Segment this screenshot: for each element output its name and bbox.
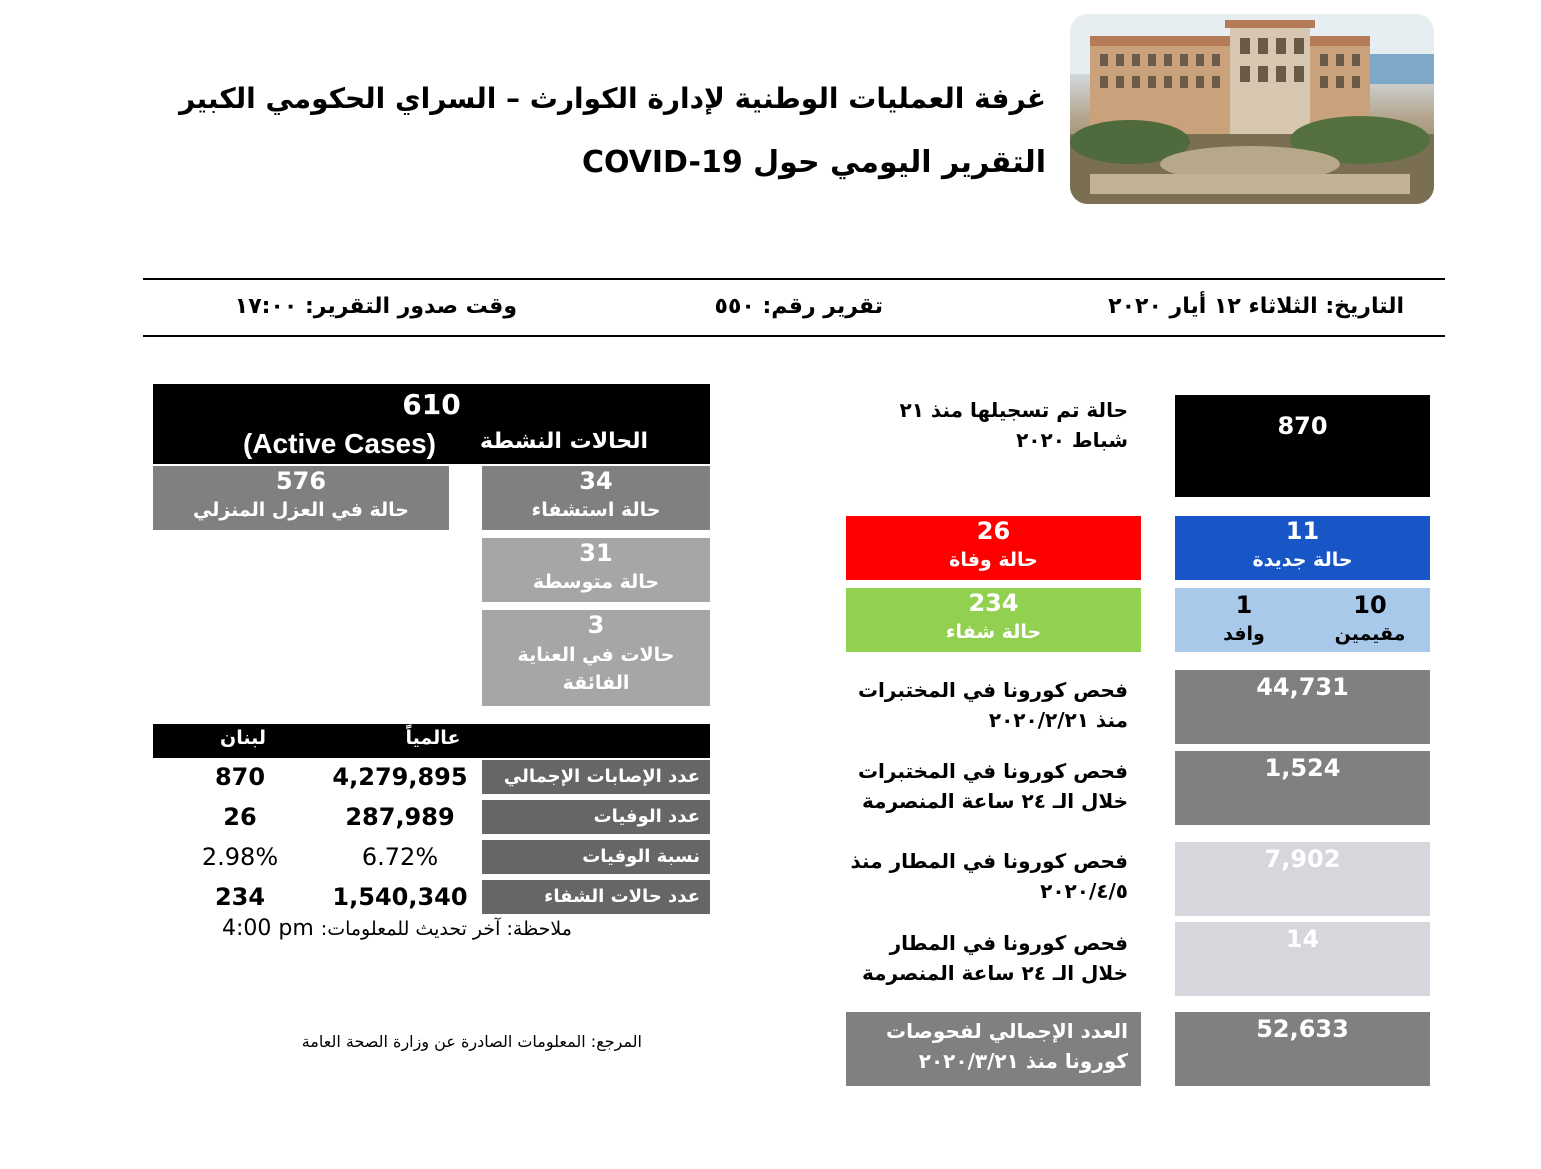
comparison-header <box>153 724 710 758</box>
grand-total-value: 52,633 <box>1256 1015 1349 1043</box>
airport-24h-label-line1: فحص كورونا في المطار <box>889 931 1128 955</box>
recovered-box <box>846 588 1141 652</box>
lab-total-box <box>1175 670 1430 744</box>
report-issue-time: وقت صدور التقرير: ١٧:٠٠ <box>234 294 517 319</box>
active-cases-value: 610 <box>402 388 461 421</box>
header-subtitle: التقرير اليومي حول COVID-19 <box>581 145 1046 180</box>
total-cases-value: 870 <box>1277 412 1328 440</box>
row-label-recovered: عدد حالات الشفاء <box>482 880 710 914</box>
hospitalized-box <box>482 466 710 530</box>
top-rule <box>143 278 1445 280</box>
row-label-total-cases: عدد الإصابات الإجمالي <box>482 760 710 794</box>
icu-label-line2: الفائقة <box>562 672 630 694</box>
row-global-recovered: 1,540,340 <box>332 883 468 911</box>
home-isolation-label: حالة في العزل المنزلي <box>193 499 409 521</box>
update-note-time: 4:00 pm <box>222 916 314 941</box>
active-cases-box <box>153 384 710 464</box>
airport-total-box <box>1175 842 1430 916</box>
home-isolation-box <box>153 466 449 530</box>
lab-total-label-line2: منذ ٢٠٢٠/٢/٢١ <box>988 708 1128 732</box>
arrivals-value: 1 <box>1235 591 1253 619</box>
report-date: التاريخ: الثلاثاء ١٢ أيار ٢٠٢٠ <box>1108 294 1404 319</box>
row-lebanon-deaths: 26 <box>223 803 257 831</box>
lab-24h-box <box>1175 751 1430 825</box>
lab-total-label-line1: فحص كورونا في المختبرات <box>857 678 1128 702</box>
hospitalized-label: حالة استشفاء <box>531 499 661 521</box>
icu-label-line1: حالات في العناية <box>517 644 675 666</box>
total-cases-box <box>1175 395 1430 497</box>
lab-24h-value: 1,524 <box>1264 754 1341 782</box>
airport-24h-label-line2: خلال الـ ٢٤ ساعة المنصرمة <box>861 961 1128 985</box>
moderate-label: حالة متوسطة <box>532 571 660 593</box>
grand-total-label-box <box>846 1012 1141 1086</box>
lab-24h-label-line2: خلال الـ ٢٤ ساعة المنصرمة <box>861 789 1128 813</box>
recovered-value: 234 <box>968 589 1019 617</box>
header-lebanon: لبنان <box>220 727 266 749</box>
airport-24h-box <box>1175 922 1430 996</box>
row-lebanon-total-cases: 870 <box>214 763 266 791</box>
airport-total-label-line2: ٢٠٢٠/٤/٥ <box>1040 879 1128 903</box>
lab-total-value: 44,731 <box>1256 673 1349 701</box>
update-note <box>222 916 572 941</box>
header-title: غرفة العمليات الوطنية لإدارة الكوارث – السراي الحكومي الكبير <box>179 82 1046 115</box>
new-cases-value: 11 <box>1285 517 1320 545</box>
deaths-label: حالة وفاة <box>949 549 1038 571</box>
moderate-box <box>482 538 710 602</box>
grand-total-label-line2: كورونا منذ ٢٠٢٠/٣/٢١ <box>918 1049 1128 1073</box>
new-cases-label: حالة جديدة <box>1252 549 1353 571</box>
row-lebanon-recovered: 234 <box>214 883 266 911</box>
bottom-rule <box>143 335 1445 337</box>
new-cases-box <box>1175 516 1430 580</box>
row-global-deaths: 287,989 <box>345 803 455 831</box>
active-cases-label: الحالات النشطة <box>479 429 648 454</box>
row-label-death-rate: نسبة الوفيات <box>482 840 710 874</box>
airport-total-value: 7,902 <box>1264 845 1341 873</box>
total-label-line2: شباط ٢٠٢٠ <box>1016 428 1128 452</box>
grand-total-box <box>1175 1012 1430 1086</box>
deaths-value: 26 <box>976 517 1011 545</box>
moderate-value: 31 <box>579 539 613 567</box>
header-global: عالمياً <box>405 727 461 749</box>
airport-24h-value: 14 <box>1285 925 1320 953</box>
source-note: المرجع: المعلومات الصادرة عن وزارة الصحة العامة <box>301 1032 642 1051</box>
airport-total-label-line1: فحص كورونا في المطار منذ <box>850 849 1128 873</box>
home-isolation-value: 576 <box>275 467 327 495</box>
arrivals-label: وافد <box>1223 623 1265 645</box>
update-note-prefix: ملاحظة: آخر تحديث للمعلومات: <box>320 918 572 940</box>
report-number: تقرير رقم: ٥٥٠ <box>714 294 883 319</box>
hospitalized-value: 34 <box>579 467 613 495</box>
lab-24h-label-line1: فحص كورونا في المختبرات <box>857 759 1128 783</box>
active-cases-label-en: (Active Cases) <box>243 428 436 459</box>
deaths-box <box>846 516 1141 580</box>
row-global-death-rate: 6.72% <box>361 843 439 871</box>
icu-value: 3 <box>587 611 605 639</box>
total-label-line1: حالة تم تسجيلها منذ ٢١ <box>899 398 1128 422</box>
grand-serail-photo <box>1070 14 1434 204</box>
residents-label: مقيمين <box>1334 623 1406 645</box>
icu-box <box>482 610 710 706</box>
row-global-total-cases: 4,279,895 <box>332 763 468 791</box>
residents-arrivals-box <box>1175 588 1430 652</box>
recovered-label: حالة شفاء <box>945 621 1042 643</box>
building-illustration <box>1070 14 1434 204</box>
row-label-deaths: عدد الوفيات <box>482 800 710 834</box>
row-lebanon-death-rate: 2.98% <box>201 843 279 871</box>
residents-value: 10 <box>1353 591 1387 619</box>
grand-total-label-line1: العدد الإجمالي لفحوصات <box>885 1019 1128 1043</box>
